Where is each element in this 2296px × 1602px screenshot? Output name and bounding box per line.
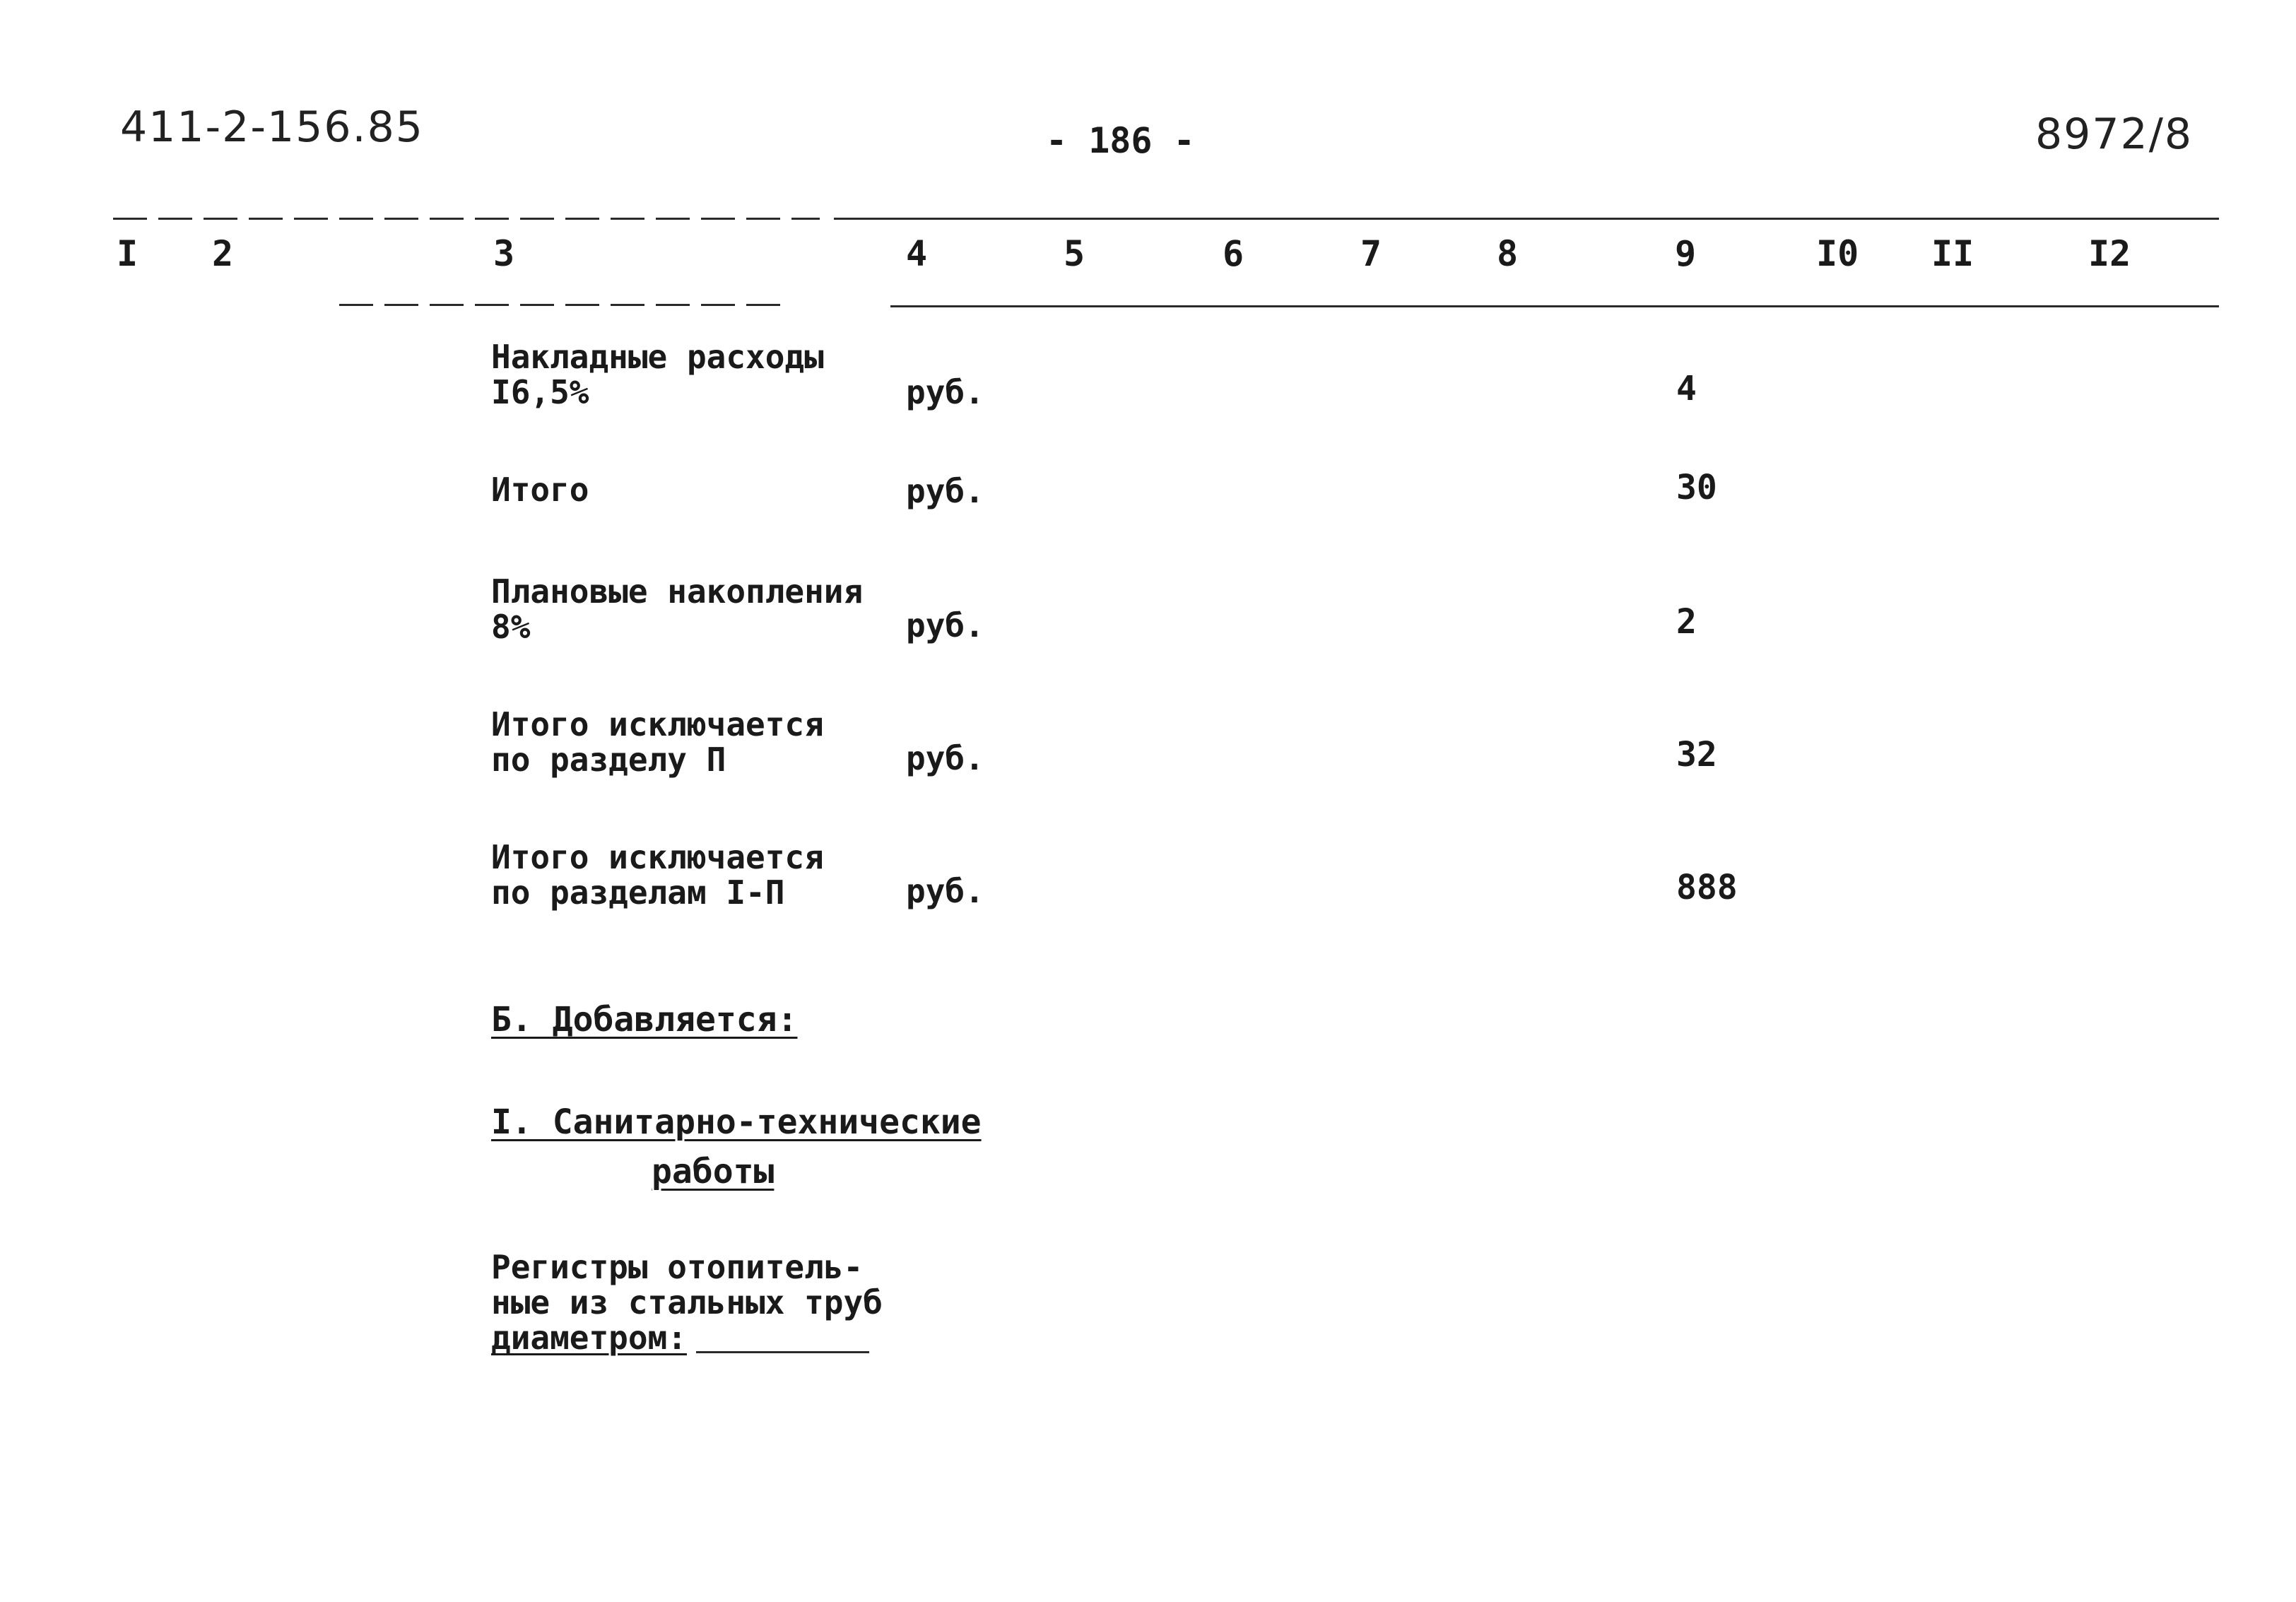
row-2-value: 30 [1676,468,1717,507]
row-4-unit: руб. [906,739,984,777]
sheet-code: 8972/8 [2035,110,2194,159]
column-number-1: I [117,233,139,274]
row-4-value: 32 [1676,735,1717,775]
column-number-3: 3 [493,233,515,274]
section-1-heading: I. Санитарно-технические [491,1102,982,1142]
column-number-12: I2 [2088,233,2131,274]
row-4-description: Итого исключается по разделу П [491,705,824,779]
row-3-value: 2 [1676,602,1697,642]
registers-underline-extension [696,1351,869,1353]
row-5-value: 888 [1676,868,1738,907]
column-number-8: 8 [1497,233,1519,274]
header-rule-top [834,218,2219,220]
column-number-2: 2 [212,233,234,274]
row-5-unit: руб. [906,872,984,910]
column-number-9: 9 [1675,233,1697,274]
column-number-4: 4 [906,233,928,274]
row-2-description: Итого [491,471,589,509]
row-2-unit: руб. [906,472,984,510]
header-rule-bottom [890,305,2219,307]
row-3-unit: руб. [906,606,984,644]
column-number-10: I0 [1816,233,1859,274]
header-rule-top-left [113,218,820,220]
document-code: 411-2-156.85 [120,102,424,152]
column-number-11: II [1931,233,1974,274]
column-number-7: 7 [1360,233,1382,274]
row-5-description: Итого исключается по разделам I-П [491,838,824,912]
row-3-description: Плановые накопления 8% [491,572,864,646]
column-number-5: 5 [1064,233,1085,274]
row-1-description: Накладные расходы I6,5% [491,338,824,411]
row-1-value: 4 [1676,369,1697,408]
section-1-heading-line2: работы [652,1152,775,1191]
section-b-heading: Б. Добавляется: [491,1000,798,1039]
header-rule-bottom-left [339,304,791,306]
column-number-6: 6 [1223,233,1244,274]
row-1-unit: руб. [906,373,984,411]
page-number: - 186 - [1046,120,1195,161]
registers-description: Регистры отопитель- ные из стальных труб диаметром: [491,1248,883,1357]
